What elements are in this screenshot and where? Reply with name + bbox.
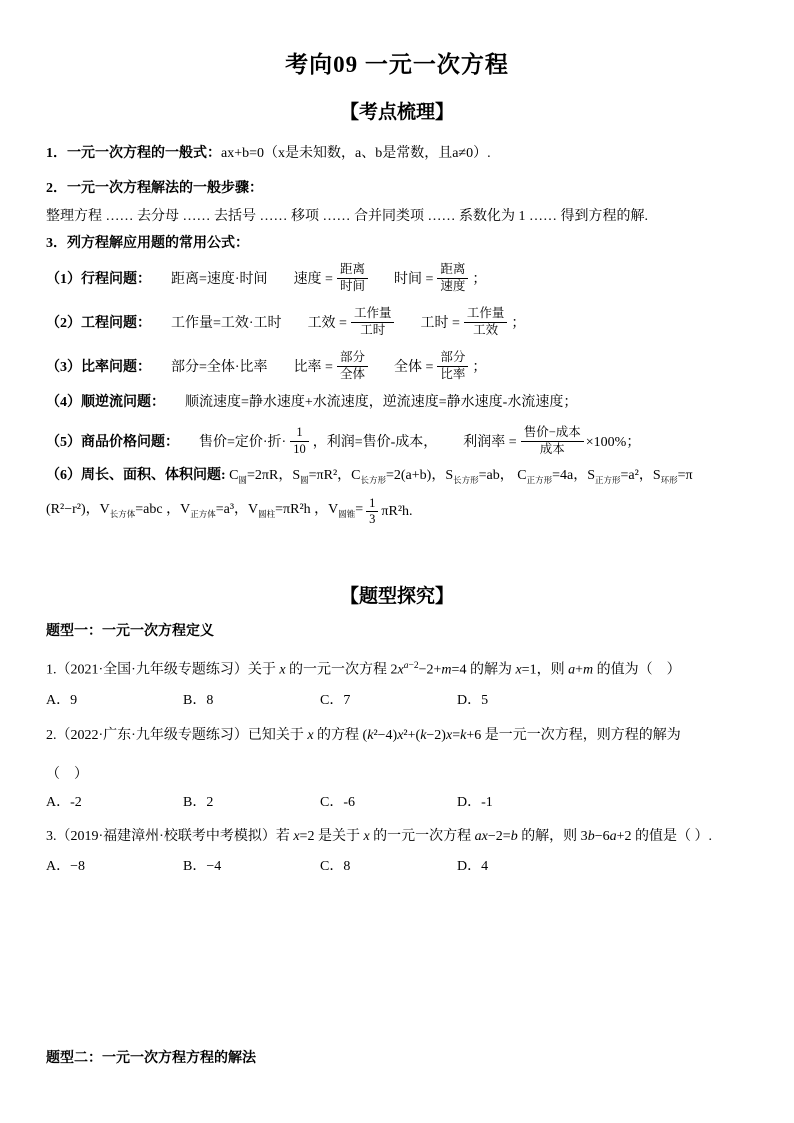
outline-item-1-label: 1．一元一次方程的一般式：: [46, 146, 221, 161]
q2-option-d: D．-1: [457, 795, 493, 811]
travel-eq2: 速度 = $\frac{\text{距离}}{\text{时间}}$: [294, 262, 368, 294]
q1-option-b: B．8: [183, 693, 214, 709]
stream-text: 顺流速度=静水速度+水流速度，逆流速度=静水速度-水流速度；: [185, 395, 578, 410]
fraction: $\frac{1}{3}$: [366, 496, 378, 528]
formula-row-work: [46, 300, 748, 344]
travel-eq1: 距离=速度·时间: [171, 272, 268, 287]
ratio-eq2: 比率 = $\frac{\text{部分}}{\text{全体}}$: [294, 350, 368, 382]
work-eq2: 工效 = $\frac{\text{工作量}}{\text{工时}}$: [308, 306, 395, 338]
separator: ；: [511, 316, 526, 331]
formula-label-ratio: （3）比率问题：: [46, 360, 151, 375]
formula-row-travel: [46, 256, 748, 300]
type1-header: 题型一：一元一次方程定义: [46, 623, 214, 639]
ratio-eq1: 部分=全体·比率: [171, 360, 268, 375]
q1-option-c: C．7: [320, 693, 351, 709]
geometry-formulas-1: $C_圆=2\pi R$，$S_圆=\pi R^2$，$C_{长方形}=2(a+b)$，$S_{长方形}=ab$， $C_{正方形}=4a$，$S_{正方形}=a^2$，$S_{环形}=\pi$: [229, 468, 693, 485]
outline-item-3: 3．列方程解应用题的常用公式：: [46, 236, 249, 251]
question-1-options: [46, 691, 748, 711]
price-tail: ×100%；: [585, 435, 641, 450]
solving-steps-line: 整理方程 …… 去分母 …… 去括号 …… 移项 …… 合并同类项 …… 系数化为 1 …… 得到方程的解.: [46, 209, 648, 224]
price-mid: ，利润=售价-成本，: [312, 435, 438, 450]
formula-row-geometry-line2: [46, 490, 748, 534]
geometry-formulas-3: πR²h.: [381, 503, 413, 519]
formula-row-stream: [46, 388, 748, 414]
fraction: $\frac{\text{售价−成本}}{\text{成本}}$: [521, 425, 584, 457]
q1-option-a: A．9: [46, 693, 78, 709]
travel-eq3: 时间 = $\frac{\text{距离}}{\text{速度}}$: [394, 262, 468, 294]
fraction: $\frac{\text{部分}}{\text{比率}}$: [437, 350, 468, 382]
question-1-text: 1.（2021·全国·九年级专题练习）关于 x 的一元一次方程 $2x^{a-2}-2+m=4$ 的解为 x=1，则 a+m 的值为（ ）: [46, 660, 681, 678]
outline-item-1: [46, 144, 748, 164]
formula-label-work: （2）工程问题：: [46, 316, 151, 331]
question-3-text: 3.（2019·福建漳州·校联考中考模拟）若 x=2 是关于 x 的一元一次方程 ax−2=b 的解，则 3b−6a+2 的值是（ ）.: [46, 829, 712, 845]
outline-item-1-text: ax+b=0（x是未知数，a、b是常数，且a≠0）.: [221, 146, 491, 161]
fraction: $\frac{1}{10}$: [290, 425, 309, 457]
q3-option-a: A．−8: [46, 859, 86, 875]
q3-option-b: B．−4: [183, 859, 222, 875]
formula-label-stream: （4）顺逆流问题：: [46, 395, 165, 410]
formula-row-ratio: [46, 344, 748, 388]
formula-row-geometry-line1: [46, 466, 748, 490]
q2-option-c: C．-6: [320, 795, 355, 811]
q1-option-d: D．5: [457, 693, 489, 709]
q2-option-a: A．-2: [46, 795, 82, 811]
fraction: $\frac{\text{工作量}}{\text{工效}}$: [464, 306, 508, 338]
type2-header: 题型二：一元一次方程方程的解法: [46, 1051, 256, 1067]
work-eq3: 工时 = $\frac{\text{工作量}}{\text{工效}}$: [420, 306, 507, 338]
formula-label-geometry: （6）周长、面积、体积问题:: [46, 468, 226, 483]
question-2-paren: （ ）: [46, 767, 88, 783]
section-header-tixing: 【题型探究】: [339, 585, 454, 607]
q2-option-b: B．2: [183, 795, 214, 811]
separator: ；: [472, 272, 487, 287]
price-eq2: 利润率 = $\frac{\text{售价−成本}}{\text{成本}}$ ×100%；: [463, 424, 641, 456]
formula-label-price: （5）商品价格问题：: [46, 435, 179, 450]
fraction: $\frac{\text{部分}}{\text{全体}}$: [337, 350, 368, 382]
geometry-formulas-2: (R²−r²)，$V_{长方体}=abc$ ，$V_{正方体}=a^3$，$V_{圆柱}=\pi R^2h$ ，$V_{圆锥}=$: [46, 501, 364, 519]
page-content: [0, 46, 794, 1069]
price-eq1: 售价=定价·折· $\frac{1}{10}$ ，利润=售价-成本，: [199, 424, 438, 456]
q3-option-d: D．4: [457, 859, 489, 875]
question-2-text: 2.（2022·广东·九年级专题练习）已知关于 x 的方程 (k²−4)x²+(k−2)x=k+6 是一元一次方程，则方程的解为: [46, 728, 681, 744]
work-eq1: 工作量=工效·工时: [171, 316, 282, 331]
fraction: $\frac{\text{工作量}}{\text{工时}}$: [351, 306, 395, 338]
ratio-eq3: 全体 = $\frac{\text{部分}}{\text{比率}}$: [394, 350, 468, 382]
fraction: $\frac{\text{距离}}{\text{时间}}$: [337, 262, 368, 294]
fraction: $\frac{\text{距离}}{\text{速度}}$: [437, 262, 468, 294]
section-header-kaodian: 【考点梳理】: [339, 102, 454, 123]
outline-item-2: 2．一元一次方程解法的一般步骤：: [46, 181, 263, 196]
question-2-options: [46, 793, 748, 813]
question-3-options: [46, 857, 748, 877]
formula-row-price: [46, 418, 748, 464]
formula-label-travel: （1）行程问题：: [46, 272, 151, 287]
separator: ；: [472, 360, 487, 375]
q3-option-c: C．8: [320, 859, 351, 875]
page-title: 考向09 一元一次方程: [285, 52, 509, 77]
